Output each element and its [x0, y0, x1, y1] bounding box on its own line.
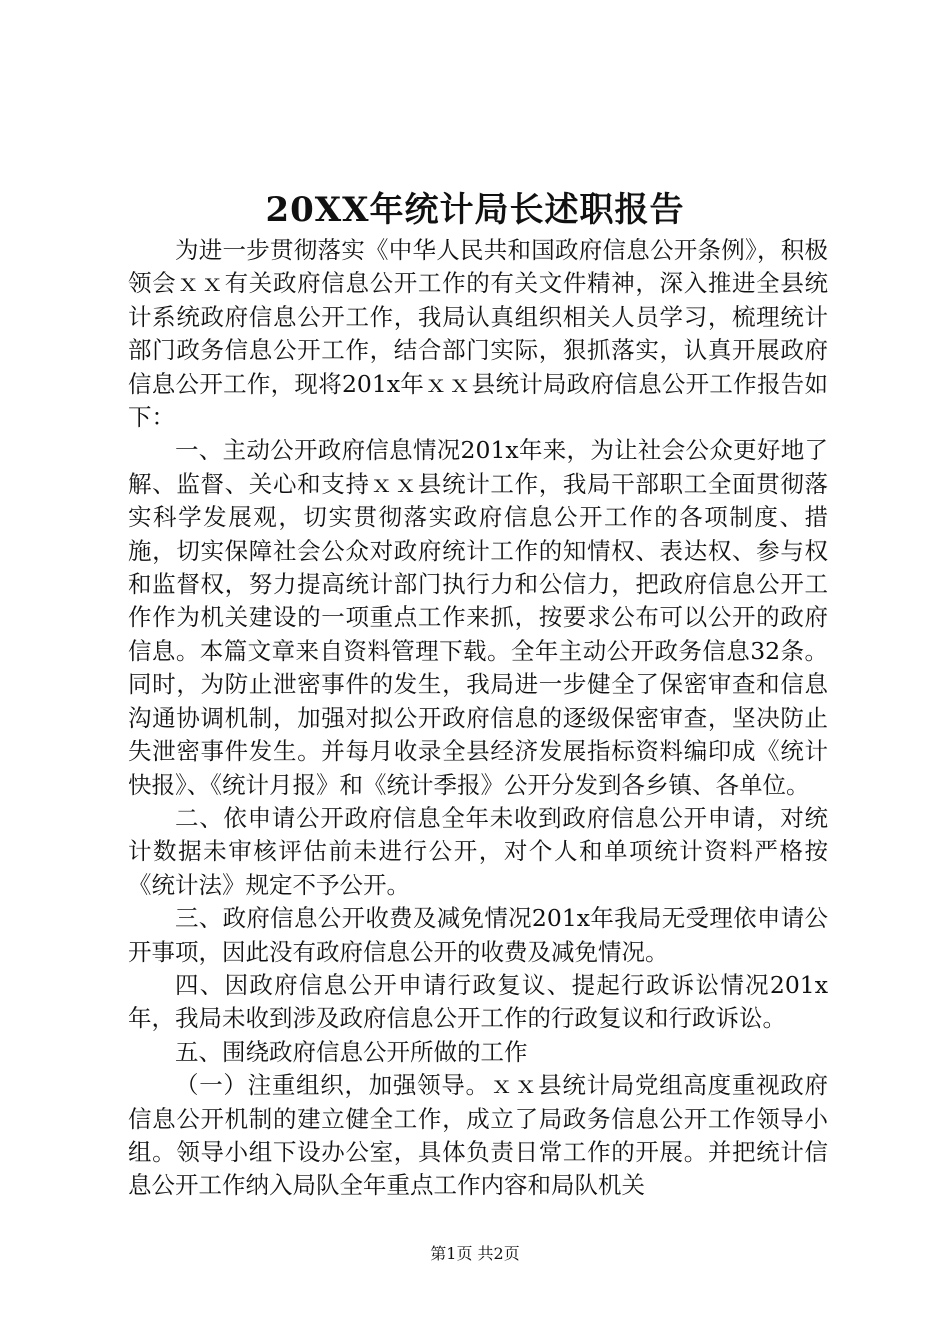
paragraph-intro: 为进一步贯彻落实《中华人民共和国政府信息公开条例》，积极领会ｘｘ有关政府信息公开工作的有关文件精神，深入推进全县统计系统政府信息公开工作，我局认真组织相关人员学习，梳理统计部门政务信息公开工作，结合部门实际，狠抓落实，认真开展政府信息公开工作，现将201x年ｘｘ县统计局政府信息公开工作报告如下：: [128, 236, 828, 432]
paragraph-section-1: 一、主动公开政府信息情况201x年来，为让社会公众更好地了解、监督、关心和支持ｘｘ县统计工作，我局干部职工全面贯彻落实科学发展观，切实贯彻落实政府信息公开工作的各项制度、措施，切实保障社会公众对政府统计工作的知情权、表达权、参与权和监督权，努力提高统计部门执行力和公信力，把政府信息公开工作作为机关建设的一项重点工作来抓，按要求公布可以公开的政府信息。本篇文章来自资料管理下载。全年主动公开政务信息32条。同时，为防止泄密事件的发生，我局进一步健全了保密审查和信息沟通协调机制，加强对拟公开政府信息的逐级保密审查，坚决防止失泄密事件发生。并每月收录全县经济发展指标资料编印成《统计快报》、《统计月报》和《统计季报》公开分发到各乡镇、各单位。: [128, 436, 828, 799]
paragraph-section-3: 三、政府信息公开收费及减免情况201x年我局无受理依申请公开事项，因此没有政府信息公开的收费及减免情况。: [128, 904, 828, 966]
paragraph-section-5-heading: 五、围绕政府信息公开所做的工作: [175, 1037, 528, 1066]
paragraph-section-4: 四、因政府信息公开申请行政复议、提起行政诉讼情况201x年，我局未收到涉及政府信息公开工作的行政复议和行政诉讼。: [128, 970, 828, 1033]
paragraph-section-5-1: （一）注重组织，加强领导。ｘｘ县统计局党组高度重视政府信息公开机制的建立健全工作，成立了局政务信息公开工作领导小组。领导小组下设办公室，具体负责日常工作的开展。并把统计信息公开工作纳入局队全年重点工作内容和局队机关: [128, 1071, 828, 1200]
document-title: 20XX年统计局长述职报告: [265, 190, 685, 230]
page-footer: 第1页 共2页: [430, 1244, 520, 1263]
paragraph-section-2: 二、依申请公开政府信息全年未收到政府信息公开申请，对统计数据未审核评估前未进行公开，对个人和单项统计资料严格按《统计法》规定不予公开。: [128, 803, 828, 899]
document-body: [128, 234, 828, 1203]
